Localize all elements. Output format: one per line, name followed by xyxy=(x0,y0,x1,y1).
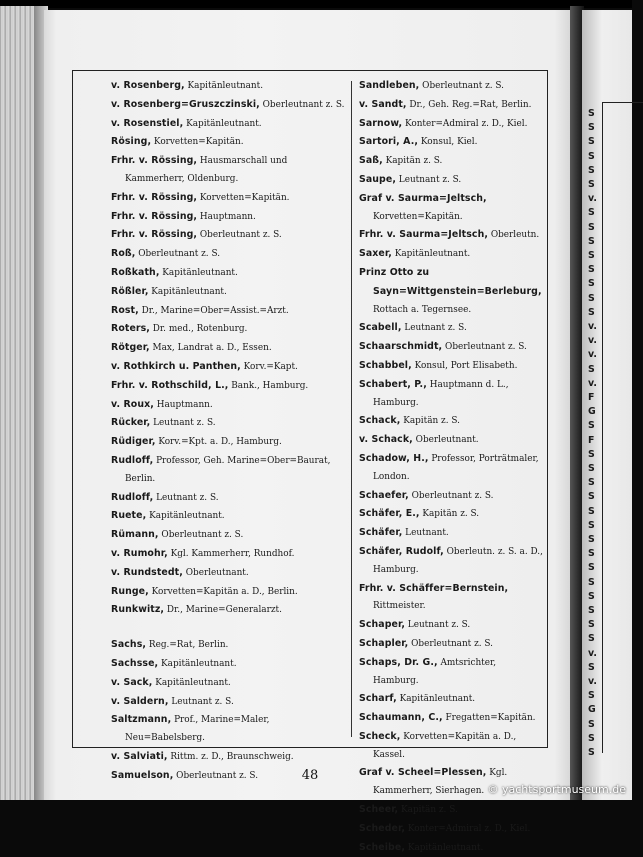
entry-detail: Hausmarschall und Kammerherr, Oldenburg. xyxy=(125,156,288,184)
directory-entry xyxy=(359,115,543,134)
entry-name: Rudloff, xyxy=(111,491,154,503)
directory-entry xyxy=(111,583,347,602)
entry-name: v. Rumohr, xyxy=(111,547,168,559)
directory-entry xyxy=(111,96,347,115)
entry-detail: Kapitänleutnant. xyxy=(405,842,484,853)
page-number: 48 xyxy=(301,768,319,783)
directory-entry xyxy=(111,152,347,189)
directory-entry xyxy=(359,487,543,506)
directory-entry xyxy=(111,208,347,227)
entry-name: Scharf, xyxy=(359,693,397,705)
entry-detail: Oberleutnant z. S. xyxy=(442,342,527,353)
entry-detail: Oberleutnant. xyxy=(412,435,479,446)
entry-name: Scheck, xyxy=(359,730,401,742)
entry-detail: Leutnant z. S. xyxy=(150,418,216,429)
entry-name: Saltzmann, xyxy=(111,714,172,726)
directory-entry xyxy=(111,636,347,655)
entry-name: Frhr. v. Rössing, xyxy=(111,191,198,203)
directory-entry xyxy=(111,526,347,545)
entry-detail: Korvetten=Kapitän. xyxy=(197,192,290,203)
entry-detail: Professor, Geh. Marine=Ober=Baurat, Berlin. xyxy=(125,455,331,484)
column-divider xyxy=(351,81,352,737)
next-page-fragment: S xyxy=(588,718,595,730)
next-page-fragment: S xyxy=(588,534,595,545)
entry-name: Rößler, xyxy=(111,285,149,297)
next-page-fragment: S xyxy=(588,505,595,517)
entry-name: Frhr. v. Rothschild, L., xyxy=(111,379,229,391)
directory-entry xyxy=(111,115,347,134)
entry-detail: Leutnant. xyxy=(402,528,449,539)
entry-name: Scheibe, xyxy=(359,841,405,853)
directory-entry xyxy=(111,711,347,748)
next-page-fragment: S xyxy=(588,136,595,148)
next-page-fragment: v. xyxy=(588,676,597,687)
entry-detail: Konter=Admiral z. D., Kiel. xyxy=(405,823,531,834)
directory-entry xyxy=(359,728,543,765)
next-page-fragment: G xyxy=(588,406,596,418)
directory-entry xyxy=(111,655,347,674)
directory-entry xyxy=(359,319,543,338)
entry-detail: Dr. med., Rotenburg. xyxy=(149,324,248,335)
entry-detail: Oberleutnant z. S. xyxy=(419,81,505,91)
entry-detail: Oberleutnant z. S. xyxy=(173,770,259,781)
right-column xyxy=(359,77,543,857)
directory-entry xyxy=(111,377,347,396)
entry-name: Roters, xyxy=(111,323,150,335)
next-page-fragment: v. xyxy=(588,321,597,332)
entry-name: Schadow, H., xyxy=(359,452,429,464)
entry-detail: Hauptmann. xyxy=(153,399,213,410)
entry-name: Rösing, xyxy=(111,136,152,148)
next-page-fragment: v. xyxy=(588,349,597,361)
directory-entry xyxy=(359,133,543,152)
directory-entry xyxy=(111,507,347,526)
entry-detail: Prof., Marine=Maler, Neu=Babelsberg. xyxy=(125,715,270,744)
entry-name: Frhr. v. Saurma=Jeltsch, xyxy=(359,229,489,241)
next-page-fragment: S xyxy=(588,235,595,247)
next-page-fragment: S xyxy=(588,250,595,261)
entry-detail: Leutnant z. S. xyxy=(168,696,234,707)
entry-name: Schack, xyxy=(359,415,401,427)
entry-detail: Kapitän z. S. xyxy=(382,156,443,167)
entry-name: Sandleben, xyxy=(359,80,420,91)
next-page-fragment: S xyxy=(588,420,595,432)
next-page-fragment: S xyxy=(588,576,595,588)
entry-detail: Rittmeister. xyxy=(373,601,426,612)
entry-detail: Kapitänleutnant. xyxy=(159,267,238,278)
entry-name: Rudloff, xyxy=(111,454,154,466)
entry-detail: Hauptmann. xyxy=(197,211,256,222)
entry-name: Scabell, xyxy=(359,322,402,334)
directory-entry xyxy=(111,226,347,245)
entry-detail: Leutnant z. S. xyxy=(153,492,219,503)
directory-entry xyxy=(111,452,347,489)
entry-name: Runge, xyxy=(111,585,149,597)
next-page-fragment: S xyxy=(588,221,595,233)
entry-detail: Dr., Geh. Reg.=Rat, Berlin. xyxy=(406,99,532,110)
entry-name: Frhr. v. Rössing, xyxy=(111,229,198,241)
entry-name: Schabert, P., xyxy=(359,378,427,390)
directory-entry xyxy=(359,543,543,580)
entry-name: Sachs, xyxy=(111,639,147,651)
directory-entry xyxy=(111,133,347,152)
entry-name: Frhr. v. Rössing, xyxy=(111,155,198,167)
next-page-fragment: v. xyxy=(588,377,597,389)
directory-entry xyxy=(359,226,543,245)
entry-detail: Leutnant z. S. xyxy=(401,323,467,334)
entry-detail: Bank., Hamburg. xyxy=(228,380,309,391)
entry-name: Runkwitz, xyxy=(111,604,165,616)
entry-name: v. Roux, xyxy=(111,398,154,410)
entry-detail: Rottach a. Tegernsee. xyxy=(373,304,472,315)
directory-entry xyxy=(359,690,543,709)
entry-name: Roß, xyxy=(111,248,136,260)
entry-name: Schäfer, Rudolf, xyxy=(359,545,444,557)
entry-name: Graf v. Scheel=Plessen, xyxy=(359,767,487,779)
entry-name: Frhr. v. Rössing, xyxy=(111,210,198,222)
next-page-fragment: S xyxy=(588,491,595,503)
entry-name: Rücker, xyxy=(111,417,151,429)
entry-detail: Reg.=Rat, Berlin. xyxy=(146,640,229,651)
next-page-fragment: S xyxy=(588,207,595,219)
entry-name: Sachsse, xyxy=(111,657,159,669)
directory-entry xyxy=(359,616,543,635)
directory-entry xyxy=(111,693,347,712)
next-page-fragment: S xyxy=(588,747,595,758)
directory-entry xyxy=(359,412,543,431)
entry-name: Ruete, xyxy=(111,510,147,522)
entry-detail: Dr., Marine=Ober=Assist.=Arzt. xyxy=(138,305,289,316)
entry-detail: Rittm. z. D., Braunschweig. xyxy=(167,751,294,762)
next-page-fragment: S xyxy=(588,122,595,134)
entry-detail: Kapitänleutnant. xyxy=(391,249,471,260)
directory-entry xyxy=(111,674,347,693)
next-page-fragment: S xyxy=(588,633,595,645)
entry-name: Rötger, xyxy=(111,342,150,354)
entry-detail: Leutnant z. S. xyxy=(395,174,462,185)
directory-entry xyxy=(359,450,543,487)
next-page-fragment: S xyxy=(588,179,595,190)
entry-name: Schäfer, E., xyxy=(359,508,420,520)
directory-entry xyxy=(111,339,347,358)
next-page-fragment: S xyxy=(588,690,595,702)
next-page-fragment: S xyxy=(588,519,595,531)
directory-entry xyxy=(111,564,347,583)
directory-entry xyxy=(359,96,543,115)
directory-entry xyxy=(359,357,543,376)
entry-name: Sarnow, xyxy=(359,117,403,129)
next-page-fragment: S xyxy=(588,661,595,673)
entry-name: Rost, xyxy=(111,304,139,316)
watermark: © yachtsportmuseum.de xyxy=(487,783,626,796)
next-page-fragment: G xyxy=(588,704,596,716)
directory-entry xyxy=(359,264,543,319)
next-page-fragment: F xyxy=(588,434,595,446)
entry-name: Rüdiger, xyxy=(111,436,156,448)
entry-detail: Leutnant z. S. xyxy=(404,620,471,631)
directory-entry xyxy=(111,545,347,564)
entry-detail: Professor, Porträtmaler, London. xyxy=(373,453,539,482)
directory-entry xyxy=(359,820,543,839)
directory-entry xyxy=(111,320,347,339)
next-page-fragment: v. xyxy=(588,335,597,347)
entry-name: Saxer, xyxy=(359,248,392,260)
entry-detail: Kgl. Kammerherr, Rundhof. xyxy=(167,548,295,559)
next-page-fragment: S xyxy=(588,477,595,489)
entry-detail: Kapitänleutnant. xyxy=(184,81,264,91)
next-page-fragment: S xyxy=(588,292,595,304)
directory-entry xyxy=(111,77,347,96)
next-page-fragment: v. xyxy=(588,647,597,659)
next-page-fragment: S xyxy=(588,605,595,616)
entry-name: Schaper, xyxy=(359,619,405,631)
left-column xyxy=(111,77,347,785)
directory-entry xyxy=(111,748,347,767)
entry-detail: Oberleutnant z. S. xyxy=(135,249,221,260)
directory-entry xyxy=(111,601,347,620)
directory-entry xyxy=(111,302,347,321)
directory-entry xyxy=(111,283,347,302)
directory-entry xyxy=(359,77,543,96)
entry-name: Saß, xyxy=(359,155,383,167)
next-page-fragment: S xyxy=(588,619,595,631)
entry-name: v. Rothkirch u. Panthen, xyxy=(111,360,241,372)
next-page-fragment: S xyxy=(588,306,595,318)
entry-detail: Oberleutnant z. S. xyxy=(408,490,494,501)
top-shadow xyxy=(0,0,632,8)
directory-entry xyxy=(359,152,543,171)
entry-detail: Fregatten=Kapitän. xyxy=(442,713,536,724)
next-page-fragment: S xyxy=(588,562,595,574)
entry-name: Graf v. Saurma=Jeltsch, xyxy=(359,192,487,204)
directory-entry xyxy=(359,654,543,691)
entry-name: Rümann, xyxy=(111,529,159,541)
directory-entry xyxy=(359,171,543,190)
entry-detail: Amtsrichter, Hamburg. xyxy=(373,657,497,686)
entry-detail: Kapitän z. S. xyxy=(400,416,460,427)
entry-name: v. Saldern, xyxy=(111,695,169,707)
directory-entry xyxy=(359,524,543,543)
entry-detail: Oberleutnant. xyxy=(182,567,249,578)
directory-entry xyxy=(359,505,543,524)
entry-name: Schabbel, xyxy=(359,359,412,371)
next-page-fragment: S xyxy=(588,732,595,744)
directory-entry xyxy=(359,801,543,820)
next-page-edge xyxy=(582,10,632,800)
entry-detail: Kapitänleutnant. xyxy=(146,511,225,522)
entry-detail: Korvetten=Kapitän a. D., Berlin. xyxy=(148,586,298,597)
entry-detail: Kapitänleutnant. xyxy=(152,677,231,688)
next-page-fragment: v. xyxy=(588,193,597,205)
directory-entry xyxy=(359,635,543,654)
entry-detail: Max, Landrat a. D., Essen. xyxy=(149,343,272,354)
entry-detail: Korvetten=Kapitän. xyxy=(151,137,244,148)
directory-entry xyxy=(111,189,347,208)
next-page-fragment: S xyxy=(588,590,595,602)
next-page-fragment: S xyxy=(588,150,595,162)
entry-name: Roßkath, xyxy=(111,266,160,278)
next-page-frame xyxy=(602,102,643,753)
entry-detail: Konsul, Kiel. xyxy=(418,137,478,148)
directory-entry xyxy=(359,709,543,728)
directory-entry xyxy=(111,264,347,283)
directory-entry xyxy=(359,338,543,357)
entry-name: Sartori, A., xyxy=(359,136,419,148)
entry-detail: Konter=Admiral z. D., Kiel. xyxy=(402,118,528,129)
next-page-fragment: S xyxy=(588,448,595,460)
entry-detail: Oberleutnant z. S. xyxy=(259,99,345,110)
entry-detail: Konsul, Port Elisabeth. xyxy=(411,360,518,371)
directory-entry xyxy=(111,489,347,508)
entry-name: v. Rosenberg, xyxy=(111,80,185,91)
entry-name: Schaps, Dr. G., xyxy=(359,656,438,668)
entry-detail: Kapitänleutnant. xyxy=(148,286,227,297)
directory-entry xyxy=(111,433,347,452)
entry-name: v. Sandt, xyxy=(359,98,407,110)
entry-detail: Oberleutnant z. S. xyxy=(197,230,282,241)
entry-detail: Hauptmann d. L., Hamburg. xyxy=(373,379,509,408)
book-page xyxy=(44,10,576,853)
next-page-fragment: S xyxy=(588,264,595,276)
entry-detail: Oberleutnant z. S. xyxy=(158,530,244,541)
entry-name: Prinz Otto zu Sayn=Wittgenstein=Berleburg, xyxy=(359,266,542,297)
entry-name: Scheer, xyxy=(359,804,399,816)
entry-name: Schapler, xyxy=(359,637,409,649)
directory-entry xyxy=(111,245,347,264)
entry-detail: Kapitänleutnant. xyxy=(183,118,262,129)
entry-name: v. Rundstedt, xyxy=(111,566,183,578)
entry-detail: Oberleutnant z. S. xyxy=(408,638,493,649)
entry-detail: Kapitän z. S. xyxy=(398,805,458,816)
directory-entry xyxy=(111,358,347,377)
entry-detail: Kgl. Kammerherr, Sierhagen. xyxy=(373,768,508,797)
directory-entry xyxy=(359,245,543,264)
entry-detail: Oberleutn. xyxy=(488,230,540,241)
next-page-fragment: S xyxy=(588,164,595,176)
entry-name: Schaefer, xyxy=(359,489,409,501)
entry-name: Frhr. v. Schäffer=Bernstein, xyxy=(359,582,509,594)
directory-entry xyxy=(359,839,543,857)
entry-name: v. Schack, xyxy=(359,434,413,446)
entry-name: Samuelson, xyxy=(111,769,174,781)
entry-name: Scheder, xyxy=(359,822,406,834)
section-gap xyxy=(111,620,347,636)
directory-entry xyxy=(359,580,543,617)
entry-detail: Korvetten=Kapitän. xyxy=(373,211,463,222)
next-page-fragment: S xyxy=(588,548,595,560)
directory-entry xyxy=(359,190,543,227)
directory-entry xyxy=(359,431,543,450)
entry-detail: Korv.=Kapt. xyxy=(240,361,298,372)
next-page-fragment: S xyxy=(588,108,595,119)
entry-name: v. Rosenberg=Gruszczinski, xyxy=(111,98,260,110)
entry-name: Schäfer, xyxy=(359,527,403,539)
entry-detail: Korvetten=Kapitän a. D., Kassel. xyxy=(373,731,517,760)
entry-name: Saupe, xyxy=(359,173,396,185)
entry-detail: Kapitänleutnant. xyxy=(396,694,476,705)
next-page-fragment: S xyxy=(588,363,595,375)
next-page-fragment: S xyxy=(588,278,595,290)
entry-detail: Kapitänleutnant. xyxy=(158,658,237,669)
entry-detail: Korv.=Kpt. a. D., Hamburg. xyxy=(155,437,282,448)
directory-entry xyxy=(359,376,543,413)
next-page-fragment: F xyxy=(588,392,595,403)
entry-name: Schaumann, C., xyxy=(359,712,443,724)
entry-name: v. Salviati, xyxy=(111,750,168,762)
entry-detail: Oberleutn. z. S. a. D., Hamburg. xyxy=(373,546,543,575)
entry-detail: Kapitän z. S. xyxy=(419,509,480,520)
entry-detail: Dr., Marine=Generalarzt. xyxy=(164,605,282,616)
entry-name: v. Sack, xyxy=(111,676,153,688)
entry-name: v. Rosenstiel, xyxy=(111,117,184,129)
directory-entry xyxy=(111,396,347,415)
directory-entry xyxy=(111,414,347,433)
next-page-fragment: S xyxy=(588,463,595,474)
entry-name: Schaarschmidt, xyxy=(359,341,443,353)
